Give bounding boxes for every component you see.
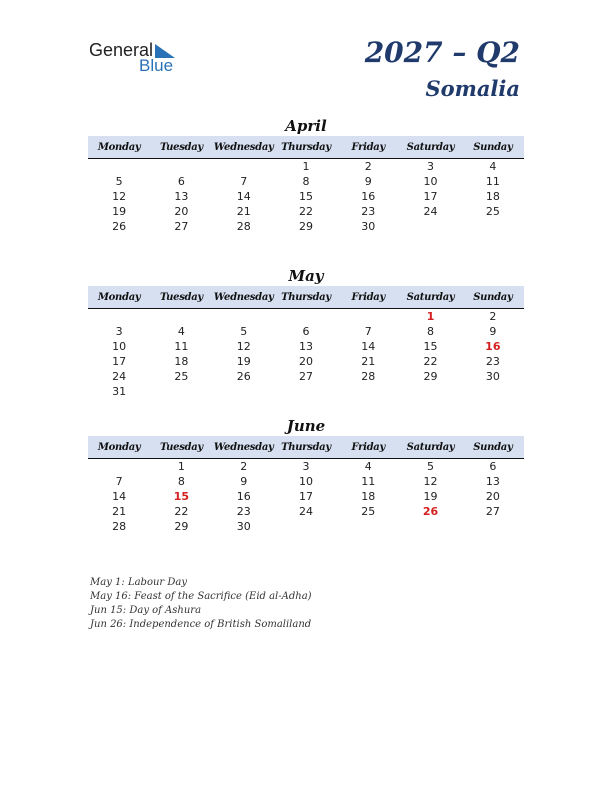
month-title: April [285, 117, 327, 135]
day-cell: 6 [302, 325, 310, 338]
day-cell: 7 [364, 325, 372, 338]
day-cell: 3 [427, 160, 435, 173]
day-cell: 28 [236, 220, 251, 233]
day-cell: 11 [361, 475, 376, 488]
holiday-day-cell: 15 [173, 490, 190, 503]
month-title: June [286, 417, 326, 435]
day-cell: 8 [177, 475, 185, 488]
day-cell: 13 [298, 340, 313, 353]
weekday-header [88, 436, 524, 459]
day-cell: 18 [485, 190, 500, 203]
day-cell: 22 [174, 505, 189, 518]
day-cell: 4 [364, 460, 372, 473]
page-title: 2027 – Q2 [364, 36, 520, 69]
day-cell: 17 [112, 355, 127, 368]
day-cell: 12 [236, 340, 251, 353]
day-cell: 24 [112, 370, 127, 383]
week-row [88, 159, 524, 174]
week-row [88, 189, 524, 204]
holiday-note: May 1: Labour Day [90, 577, 187, 588]
day-cell: 28 [361, 370, 376, 383]
day-cell: 17 [423, 190, 438, 203]
day-cell: 12 [112, 190, 127, 203]
logo-text-blue: Blue [139, 56, 174, 75]
day-cell: 3 [302, 460, 310, 473]
empty-day-cell [275, 384, 337, 399]
day-cell: 14 [361, 340, 376, 353]
empty-day-cell [337, 519, 399, 534]
empty-day-cell [150, 159, 212, 174]
day-cell: 21 [361, 355, 376, 368]
day-cell: 27 [174, 220, 189, 233]
day-cell: 31 [112, 385, 127, 398]
holiday-day-cell: 1 [426, 310, 435, 323]
weekday-label: Saturday [406, 291, 455, 303]
day-cell: 10 [423, 175, 438, 188]
brand-logo [89, 40, 189, 78]
weekday-label: Tuesday [159, 441, 203, 453]
day-cell: 1 [177, 460, 185, 473]
day-cell: 10 [298, 475, 313, 488]
month-block-june [88, 416, 524, 534]
empty-day-cell [337, 384, 399, 399]
day-cell: 4 [177, 325, 185, 338]
day-cell: 8 [427, 325, 435, 338]
empty-day-cell [88, 159, 150, 174]
day-cell: 2 [240, 460, 248, 473]
week-row [88, 504, 524, 519]
empty-day-cell [462, 519, 524, 534]
day-cell: 11 [485, 175, 500, 188]
weekday-label: Monday [97, 141, 141, 153]
day-cell: 9 [364, 175, 372, 188]
day-cell: 27 [485, 505, 500, 518]
week-row [88, 204, 524, 219]
week-row [88, 174, 524, 189]
country-name: Somalia [425, 76, 520, 101]
holiday-note: Jun 15: Day of Ashura [90, 605, 202, 616]
day-cell: 19 [112, 205, 127, 218]
weekday-label: Wednesday [213, 291, 274, 303]
day-cell: 29 [174, 520, 189, 533]
empty-day-cell [88, 459, 150, 474]
week-row [88, 459, 524, 474]
day-cell: 22 [298, 205, 313, 218]
weekday-label: Friday [351, 291, 385, 303]
holiday-note: Jun 26: Independence of British Somaliland [90, 619, 312, 630]
week-row [88, 309, 524, 324]
weekday-label: Thursday [281, 441, 331, 453]
empty-day-cell [150, 384, 212, 399]
holiday-day-cell: 26 [422, 505, 439, 518]
day-cell: 30 [361, 220, 376, 233]
empty-day-cell [88, 309, 150, 324]
day-cell: 23 [485, 355, 500, 368]
week-row [88, 354, 524, 369]
day-cell: 18 [174, 355, 189, 368]
day-cell: 24 [423, 205, 438, 218]
day-cell: 15 [298, 190, 313, 203]
day-cell: 29 [298, 220, 313, 233]
week-row [88, 384, 524, 399]
weekday-label: Thursday [281, 141, 331, 153]
day-cell: 13 [485, 475, 500, 488]
weekday-label: Sunday [473, 141, 513, 153]
week-row [88, 369, 524, 384]
day-cell: 22 [423, 355, 438, 368]
empty-day-cell [275, 309, 337, 324]
week-row [88, 489, 524, 504]
day-cell: 1 [302, 160, 310, 173]
weekday-label: Sunday [473, 291, 513, 303]
day-cell: 16 [361, 190, 376, 203]
day-cell: 25 [361, 505, 376, 518]
empty-day-cell [213, 309, 275, 324]
empty-day-cell [462, 219, 524, 234]
month-grid [88, 159, 524, 234]
weekday-header [88, 136, 524, 159]
weekday-label: Friday [351, 441, 385, 453]
empty-day-cell [399, 219, 461, 234]
empty-day-cell [213, 384, 275, 399]
holiday-day-cell: 16 [485, 340, 501, 353]
day-cell: 19 [423, 490, 438, 503]
day-cell: 6 [177, 175, 185, 188]
day-cell: 20 [174, 205, 189, 218]
month-grid [88, 309, 524, 399]
month-block-april [88, 116, 524, 234]
day-cell: 6 [489, 460, 497, 473]
weekday-label: Friday [351, 141, 385, 153]
week-row [88, 339, 524, 354]
weekday-label: Thursday [281, 291, 331, 303]
day-cell: 13 [174, 190, 189, 203]
day-cell: 12 [423, 475, 438, 488]
day-cell: 20 [485, 490, 500, 503]
day-cell: 23 [361, 205, 376, 218]
day-cell: 9 [489, 325, 497, 338]
day-cell: 7 [115, 475, 123, 488]
weekday-label: Sunday [473, 441, 513, 453]
day-cell: 8 [302, 175, 310, 188]
day-cell: 26 [112, 220, 127, 233]
empty-day-cell [462, 384, 524, 399]
day-cell: 30 [236, 520, 251, 533]
day-cell: 3 [115, 325, 123, 338]
day-cell: 25 [174, 370, 189, 383]
day-cell: 14 [236, 190, 251, 203]
day-cell: 28 [112, 520, 127, 533]
day-cell: 30 [485, 370, 500, 383]
week-row [88, 474, 524, 489]
day-cell: 5 [427, 460, 435, 473]
holiday-notes [90, 576, 312, 632]
empty-day-cell [399, 384, 461, 399]
day-cell: 20 [298, 355, 313, 368]
month-title: May [288, 267, 324, 285]
day-cell: 5 [115, 175, 123, 188]
empty-day-cell [337, 309, 399, 324]
weekday-label: Tuesday [159, 141, 203, 153]
weekday-label: Monday [97, 441, 141, 453]
day-cell: 10 [112, 340, 127, 353]
week-row [88, 519, 524, 534]
day-cell: 19 [236, 355, 251, 368]
day-cell: 4 [489, 160, 497, 173]
weekday-label: Wednesday [213, 141, 274, 153]
day-cell: 15 [423, 340, 438, 353]
day-cell: 18 [361, 490, 376, 503]
empty-day-cell [399, 519, 461, 534]
empty-day-cell [275, 519, 337, 534]
day-cell: 9 [240, 475, 248, 488]
weekday-label: Saturday [406, 441, 455, 453]
day-cell: 26 [236, 370, 251, 383]
day-cell: 2 [364, 160, 372, 173]
logo-text-general: General [89, 40, 154, 60]
month-block-may [88, 266, 524, 399]
week-row [88, 324, 524, 339]
day-cell: 11 [174, 340, 189, 353]
week-row [88, 219, 524, 234]
day-cell: 29 [423, 370, 438, 383]
weekday-label: Saturday [406, 141, 455, 153]
day-cell: 14 [112, 490, 127, 503]
day-cell: 17 [298, 490, 313, 503]
weekday-header [88, 286, 524, 309]
day-cell: 25 [485, 205, 500, 218]
day-cell: 21 [112, 505, 127, 518]
holiday-note: May 16: Feast of the Sacrifice (Eid al-Adha) [90, 591, 312, 602]
month-grid [88, 459, 524, 534]
day-cell: 24 [298, 505, 313, 518]
empty-day-cell [213, 159, 275, 174]
weekday-label: Tuesday [159, 291, 203, 303]
empty-day-cell [150, 309, 212, 324]
day-cell: 7 [240, 175, 248, 188]
day-cell: 21 [236, 205, 251, 218]
day-cell: 23 [236, 505, 251, 518]
day-cell: 16 [236, 490, 251, 503]
day-cell: 2 [489, 310, 497, 323]
day-cell: 27 [298, 370, 313, 383]
day-cell: 5 [240, 325, 248, 338]
weekday-label: Monday [97, 291, 141, 303]
weekday-label: Wednesday [213, 441, 274, 453]
